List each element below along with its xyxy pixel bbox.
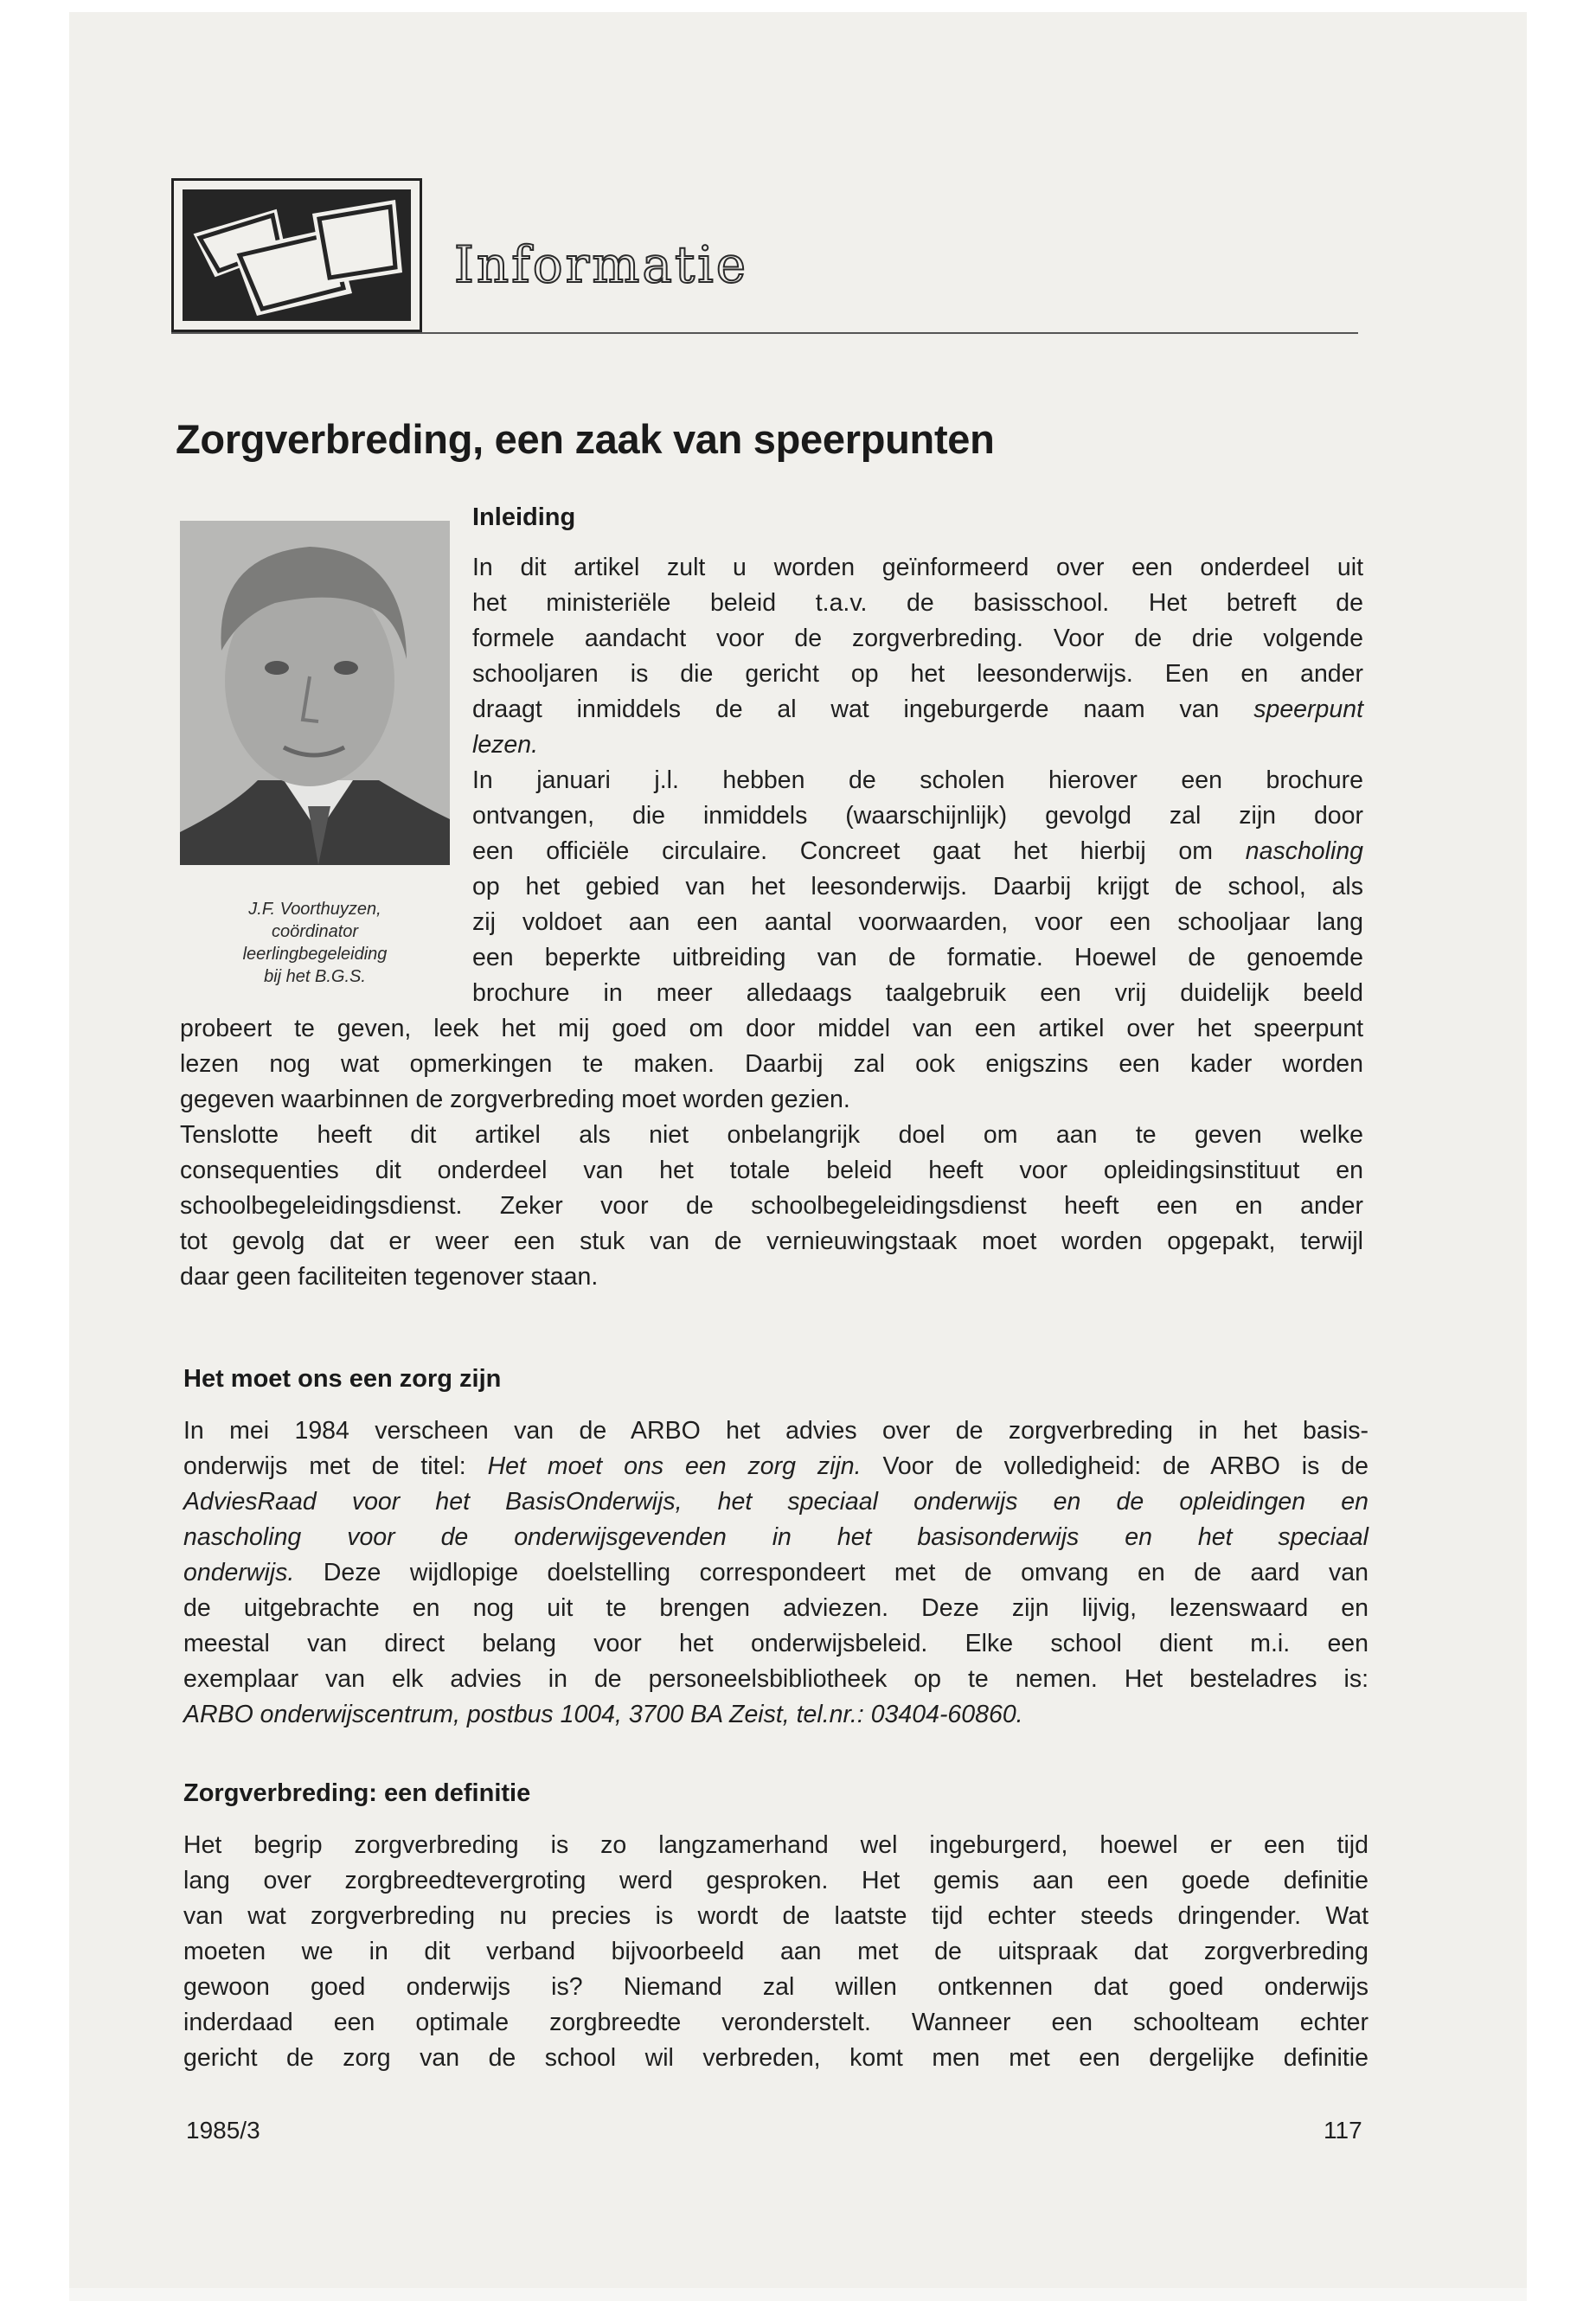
page-number: 117 [1324,2117,1362,2144]
scan-margin-right [1527,0,1596,2301]
text-line: formele aandacht voor de zorgverbreding. Voor de drie volgende [472,625,1363,652]
informatie-logo [171,178,422,332]
intro-paragraph-narrow [472,550,1363,1011]
text-line: gericht de zorg van de school wil verbreden, komt men met een dergelijke definitie [183,2044,1368,2072]
text-line: lezen nog wat opmerkingen te maken. Daarbij zal ook enigszins een kader worden [180,1050,1363,1078]
emphasis-lezen: lezen. [472,731,539,759]
text-line: op het gebied van het leesonderwijs. Daarbij krijgt de school, als [472,873,1363,901]
text-segment: Voor de volledigheid: de ARBO is de [861,1452,1369,1480]
text-line: de uitgebrachte en nog uit te brengen adviezen. Deze zijn lijvig, lezenswaard en [183,1594,1368,1622]
emphasis-speerpunt: speerpunt [1253,695,1363,723]
text-segment: een officiële circulaire. Concreet gaat het hierbij om [472,837,1214,865]
emphasis-address: ARBO onderwijscentrum, postbus 1004, 3700 BA Zeist, tel.nr.: 03404-60860. [183,1701,1023,1728]
text-line: consequenties dit onderdeel van het totale beleid heeft voor opleidingsinstituut en [180,1157,1363,1184]
text-line: het ministeriële beleid t.a.v. de basisschool. Het betreft de [472,589,1363,617]
text-line: tot gevolg dat er weer een stuk van de vernieuwingstaak moet worden opgepakt, terwijl [180,1227,1363,1255]
text-line: daar geen faciliteiten tegenover staan. [180,1263,599,1291]
text-line: probeert te geven, leek het mij goed om door middel van een artikel over het speerpunt [180,1015,1363,1042]
caption-line: J.F. Voorthuyzen, [248,900,381,919]
text-line [472,727,1363,763]
text-line [183,1555,1368,1591]
article-title: Zorgverbreding, een zaak van speerpunten [176,416,995,462]
emphasis-arbo-name: AdviesRaad voor het BasisOnderwijs, het speciaal onderwijs en de opleidingen en [183,1488,1368,1516]
text-line: In mei 1984 verscheen van de ARBO het advies over de zorgverbreding in het basis- [183,1417,1368,1445]
text-line [472,692,1363,727]
section-heading-zorg: Het moet ons een zorg zijn [183,1365,502,1393]
caption-line: bij het B.G.S. [264,967,366,986]
author-photo [180,521,450,865]
text-line: schooljaren is die gericht op het leesonderwijs. Een en ander [472,660,1363,688]
text-line: meestal van direct belang voor het onderwijsbeleid. Elke school dient m.i. een [183,1630,1368,1657]
text-line [183,1520,1368,1555]
text-line: Tenslotte heeft dit artikel als niet onbelangrijk doel om aan te geven welke [180,1121,1363,1149]
photo-caption [180,898,450,988]
text-line: gegeven waarbinnen de zorgverbreding moet worden gezien. [180,1086,850,1113]
text-line [183,1697,1368,1733]
emphasis-title: Het moet ons een zorg zijn. [487,1452,862,1480]
text-line [472,834,1363,869]
text-line: In dit artikel zult u worden geïnformeerd over een onderdeel uit [472,554,1363,581]
emphasis-arbo-name: onderwijs. [183,1559,295,1586]
text-line: exemplaar van elk advies in de personeelsbibliotheek op te nemen. Het besteladres is: [183,1665,1368,1693]
text-line: een beperkte uitbreiding van de formatie. Hoewel de genoemde [472,944,1363,971]
text-line: Het begrip zorgverbreding is zo langzamerhand wel ingeburgerd, hoewel er een tijd [183,1831,1368,1859]
scan-margin-left [0,0,69,2301]
emphasis-nascholing: nascholing [1245,837,1364,865]
text-line: brochure in meer alledaags taalgebruik een vrij duidelijk beeld [472,979,1363,1007]
text-line: moeten we in dit verband bijvoorbeeld aan met de uitspraak dat zorgverbreding [183,1938,1368,1965]
text-line: gewoon goed onderwijs is? Niemand zal willen ontkennen dat goed onderwijs [183,1973,1368,2001]
definitie-paragraph [183,1828,1368,2076]
text-line [183,1449,1368,1484]
intro-paragraph-wide [180,1011,1363,1295]
text-line: ontvangen, die inmiddels (waarschijnlijk) gevolgd zal zijn door [472,802,1363,830]
arbo-paragraph [183,1413,1368,1733]
text-line: schoolbegeleidingsdienst. Zeker voor de schoolbegeleidingsdienst heeft een en ander [180,1192,1363,1220]
text-line: van wat zorgverbreding nu precies is wordt de laatste tijd echter steeds dringender. Wat [183,1902,1368,1930]
text-segment: draagt inmiddels de al wat ingeburgerde naam van [472,695,1220,723]
section-label: Informatie [454,235,749,294]
scan-margin-top [69,0,1527,12]
section-heading-inleiding: Inleiding [472,503,576,531]
caption-line: coördinator [271,922,359,941]
text-line [183,1484,1368,1520]
scan-margin-bottom [69,2288,1527,2301]
text-segment: onderwijs met de titel: [183,1452,466,1480]
emphasis-arbo-name: nascholing voor de onderwijsgevenden in het basisonderwijs en het speciaal [183,1523,1368,1551]
caption-line: leerlingbegeleiding [242,945,388,964]
logo-frame [183,189,411,321]
text-segment: Deze wijdlopige doelstelling correspondeert met de omvang en de aard van [294,1559,1368,1586]
text-line: In januari j.l. hebben de scholen hierover een brochure [472,766,1363,794]
header-rule [171,332,1358,334]
text-line: lang over zorgbreedtevergroting werd gesproken. Het gemis aan een goede definitie [183,1867,1368,1894]
text-line: zij voldoet aan een aantal voorwaarden, voor een schooljaar lang [472,908,1363,936]
text-line: inderdaad een optimale zorgbreedte veronderstelt. Wanneer een schoolteam echter [183,2009,1368,2036]
issue-number: 1985/3 [186,2117,260,2144]
section-heading-definitie: Zorgverbreding: een definitie [183,1779,531,1807]
papers-icon [183,189,411,321]
